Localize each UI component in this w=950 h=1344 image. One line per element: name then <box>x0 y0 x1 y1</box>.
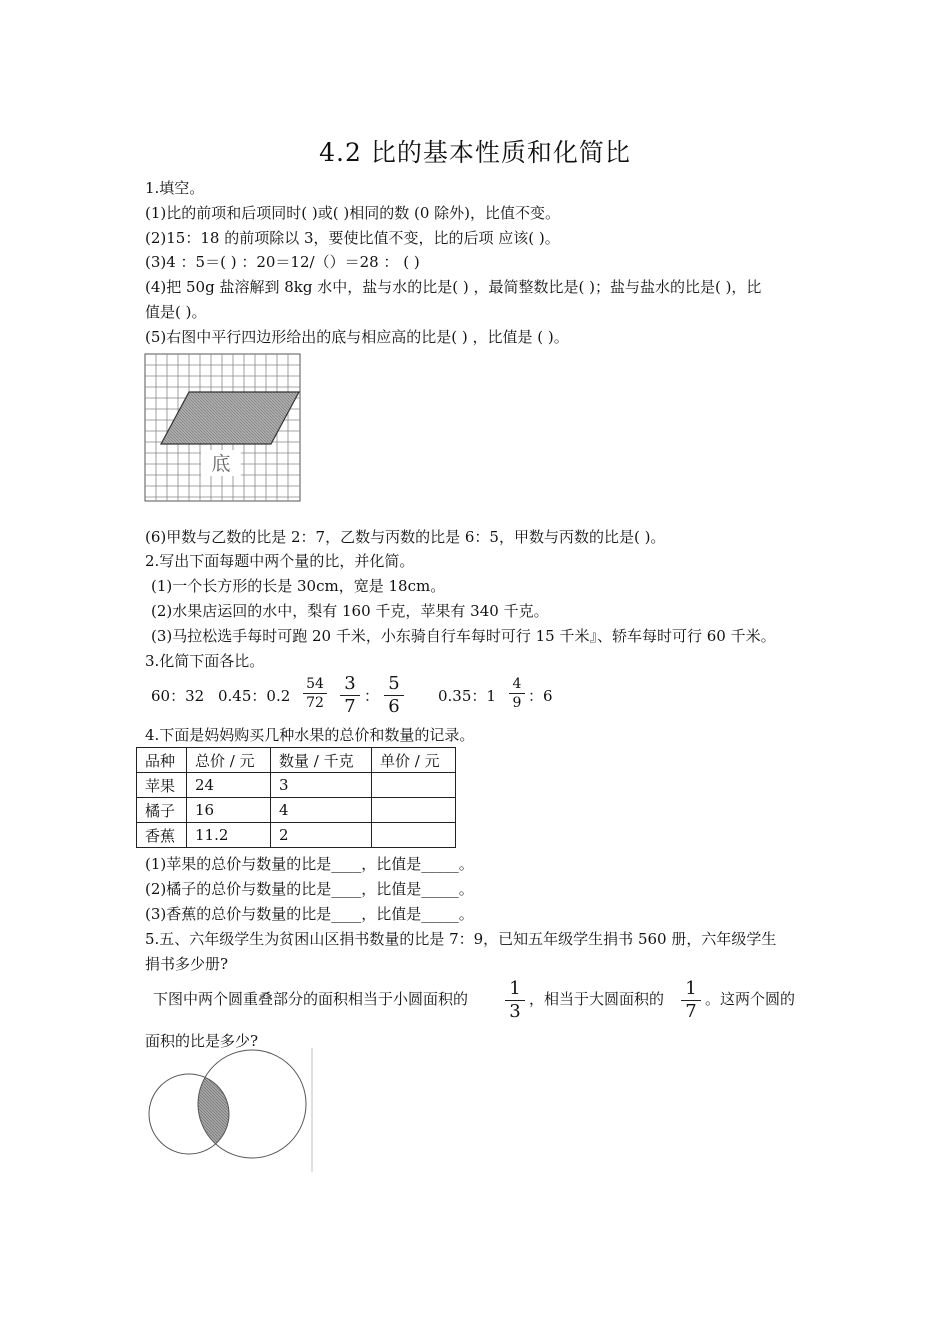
table-cell <box>372 773 456 798</box>
table-row <box>137 773 456 798</box>
table-cell <box>372 823 456 848</box>
table-cell: 2 <box>271 823 372 848</box>
fraction-3-7: 3 7 <box>340 674 360 717</box>
header-cell: 品种 <box>137 748 187 773</box>
q3-heading: 3.化简下面各比。 <box>145 652 265 670</box>
table-cell: 橘子 <box>137 798 187 823</box>
fruit-table <box>136 747 456 848</box>
ratio-e: 0.35：1 <box>438 687 496 705</box>
fraction-5-6: 5 6 <box>384 674 404 717</box>
large-circle-overlap <box>198 1050 306 1158</box>
table-row <box>137 798 456 823</box>
q5-problem-part-c: 。这两个圆的 <box>705 990 796 1008</box>
header-cell: 数量 / 千克 <box>271 748 372 773</box>
q2-item-2: (2)水果店运回的水中，梨有 160 千克，苹果有 340 千克。 <box>151 602 549 620</box>
table-cell: 3 <box>271 773 372 798</box>
table-cell: 香蕉 <box>137 823 187 848</box>
q5-problem-part-b: ，相当于大圆面积的 <box>529 990 665 1008</box>
table-cell: 24 <box>187 773 271 798</box>
q4-heading: 4.下面是妈妈购买几种水果的总价和数量的记录。 <box>145 726 475 744</box>
table-header-row <box>137 748 456 773</box>
table-cell <box>372 798 456 823</box>
q4-item-3: (3)香蕉的总价与数量的比是____，比值是_____。 <box>145 905 474 923</box>
q2-item-1: (1)一个长方形的长是 30cm，宽是 18cm。 <box>151 577 446 595</box>
table-cell: 苹果 <box>137 773 187 798</box>
parallelogram-grid-figure <box>143 352 303 504</box>
q1-heading: 1.填空。 <box>145 179 205 197</box>
fraction-54-72: 54 72 <box>303 676 327 711</box>
q1-item-4: (4)把 50g 盐溶解到 8kg 水中，盐与水的比是( ) ，最简整数比是( )；盐与盐水的比是( )，比 <box>145 278 762 296</box>
q1-item-4-cont: 值是( )。 <box>145 303 207 321</box>
q5-line-1: 5.五、六年级学生为贫困山区捐书数量的比是 7：9，已知五年级学生捐书 560 册，六年级学生 <box>145 930 777 948</box>
table-cell: 16 <box>187 798 271 823</box>
page-title: 4.2 比的基本性质和化简比 <box>319 138 631 167</box>
ratio-colon: ： <box>364 687 380 705</box>
ratio-a: 60：32 <box>151 687 205 705</box>
fraction-1-3: 1 3 <box>505 979 525 1022</box>
q5-problem-part-a: 下图中两个圆重叠部分的面积相当于小圆面积的 <box>153 990 469 1008</box>
q1-item-5: (5)右图中平行四边形给出的底与相应高的比是( ) ，比值是 ( )。 <box>145 328 569 346</box>
q4-item-1: (1)苹果的总价与数量的比是____，比值是_____。 <box>145 855 474 873</box>
q2-heading: 2.写出下面每题中两个量的比，并化简。 <box>145 552 415 570</box>
q2-item-3: (3)马拉松选手每时可跑 20 千米，小东骑自行车每时可行 15 千米』、轿车每时可行 60 千米。 <box>151 627 776 645</box>
ratio-f-tail: ：6 <box>528 687 553 705</box>
header-cell: 总价 / 元 <box>187 748 271 773</box>
q4-item-2: (2)橘子的总价与数量的比是____，比值是_____。 <box>145 880 474 898</box>
ratio-b: 0.45：0.2 <box>218 687 291 705</box>
fraction-4-9: 4 9 <box>509 676 525 711</box>
q1-item-2: (2)15：18 的前项除以 3，要使比值不变，比的后项 应该( )。 <box>145 229 560 247</box>
q1-item-1: (1)比的前项和后项同时( )或( )相同的数 (0 除外)，比值不变。 <box>145 204 560 222</box>
table-row <box>137 823 456 848</box>
q5-problem-line-3: 面积的比是多少? <box>145 1032 259 1050</box>
q1-item-6: (6)甲数与乙数的比是 2：7，乙数与丙数的比是 6：5，甲数与丙数的比是( )。 <box>145 528 666 546</box>
q1-item-3: (3)4 ：5＝( ) ：20＝12/（）＝28 ： ( ) <box>145 253 420 271</box>
table-cell: 4 <box>271 798 372 823</box>
fraction-1-7: 1 7 <box>681 979 701 1022</box>
base-label: 底 <box>211 453 231 475</box>
overlapping-circles-figure <box>146 1044 318 1174</box>
header-cell: 单价 / 元 <box>372 748 456 773</box>
q5-line-2: 捐书多少册? <box>145 955 229 973</box>
table-cell: 11.2 <box>187 823 271 848</box>
